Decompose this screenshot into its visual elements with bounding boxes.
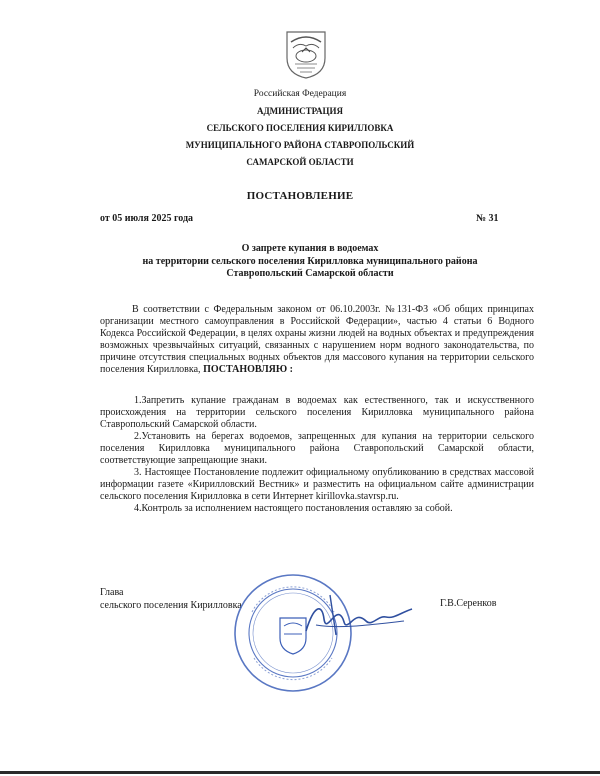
resolution-items — [100, 395, 534, 515]
resolution-item-4: 4.Контроль за исполнением настоящего постановления оставляю за собой. — [134, 503, 453, 514]
signatory-title — [100, 587, 242, 612]
header-district: МУНИЦИПАЛЬНОГО РАЙОНА СТАВРОПОЛЬСКИЙ — [185, 140, 415, 150]
preamble-text: В соответствии с Федеральным законом от 06.10.2003г. №131-ФЗ «Об общих принципах организации местного самоуправления в Российской Федерации», частью 4 статьи 6 Водного Кодекса Российской Федерации, в целях охраны жизни людей на водных объектах и предупреждения возможных чрезвычайных ситуаций, связанных с нарушением норм водного законодательства, по причине отсутствия специальных водных объектов для массового купания на территории сельского поселения Кирилловка, — [100, 304, 534, 375]
document-title: ПОСТАНОВЛЕНИЕ — [246, 190, 354, 202]
resolution-item-2: 2.Установить на берегах водоемов, запрещенных для купания на территории сельского поселения Кирилловка муниципального района Ставропольский Самарской области, соответствующие запрещающие знаки. — [100, 431, 534, 466]
coat-of-arms-emblem — [283, 28, 329, 80]
document-subject — [100, 243, 520, 281]
resolution-item-1: 1.Запретить купание гражданам в водоемах как естественного, так и искусственного происхождения на территории сельского поселения Кирилловка муниципального района Ставропольский Самарской области. — [100, 395, 534, 430]
document-number: № 31 — [476, 213, 499, 224]
country-name: Российская Федерация — [253, 89, 347, 99]
subject-line-3: Ставропольский Самарской области — [226, 268, 394, 279]
preamble-paragraph — [100, 304, 534, 376]
document-date: от 05 июля 2025 года — [100, 213, 194, 224]
resolve-heading: ПОСТАНОВЛЯЮ : — [203, 364, 293, 375]
subject-line-1: О запрете купания в водоемах — [241, 243, 379, 254]
signatory-name: Г.В.Серенков — [440, 598, 497, 609]
resolution-item-3: 3. Настоящее Постановление подлежит официальному опубликованию в средствах массовой информации газете «Кирилловский Вестник» и разместить на официальном сайте администрации сельского поселения Кирилловка в сети Интернет kirillovka.stavrsp.ru. — [100, 467, 534, 502]
organization-header — [150, 86, 450, 171]
subject-line-2: на территории сельского поселения Кирилловка муниципального района — [142, 255, 478, 267]
signatory-title-line-2: сельского поселения Кирилловка — [100, 599, 242, 611]
header-settlement: СЕЛЬСКОГО ПОСЕЛЕНИЯ КИРИЛЛОВКА — [206, 123, 394, 133]
signatory-title-line-1: Глава — [100, 587, 124, 598]
header-administration: АДМИНИСТРАЦИЯ — [256, 106, 344, 116]
handwritten-signature-icon — [300, 585, 420, 645]
scan-edge-line — [0, 771, 600, 774]
header-region: САМАРСКОЙ ОБЛАСТИ — [246, 157, 354, 167]
